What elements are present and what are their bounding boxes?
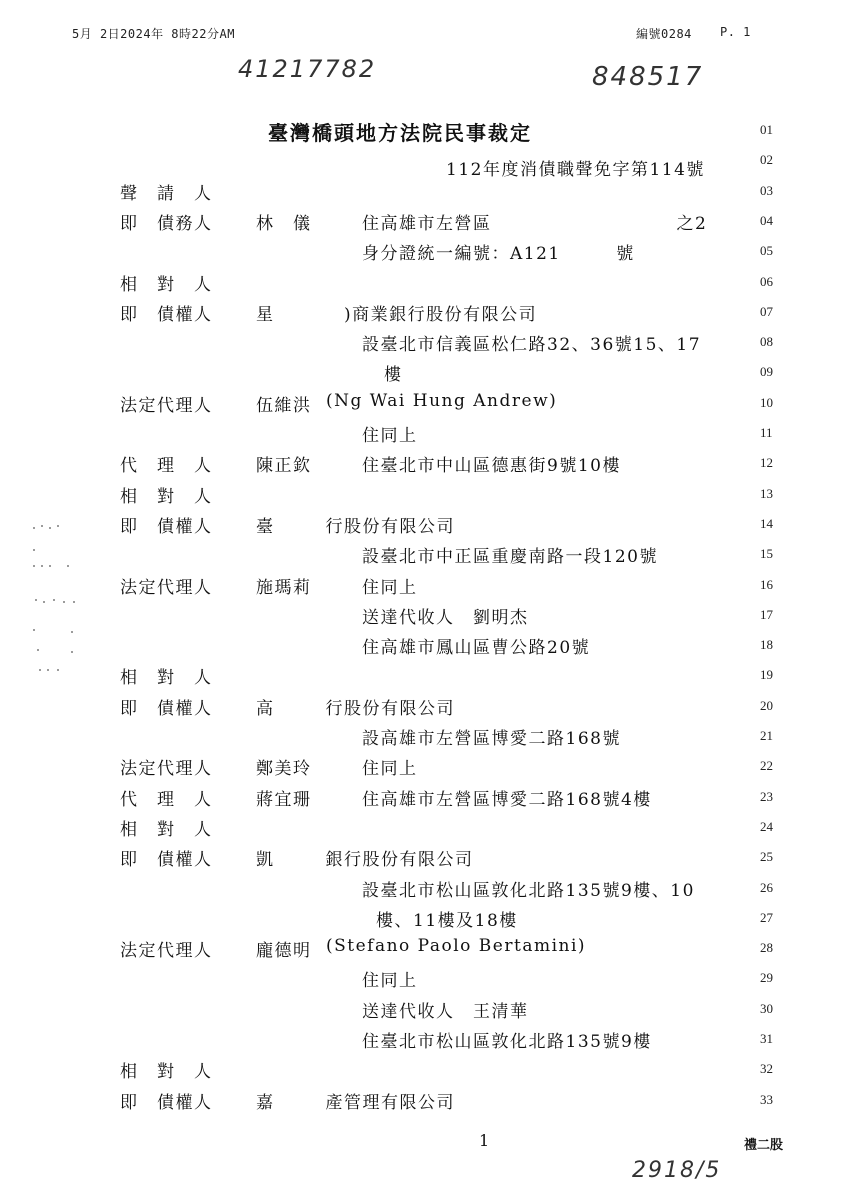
scan-specks bbox=[28, 520, 88, 690]
party-role-label: 法定代理人 bbox=[120, 395, 213, 416]
party-name: 伍維洪 bbox=[256, 395, 312, 416]
party-name: 龐德明 bbox=[256, 941, 312, 962]
fax-timestamp: 5月 2日2024年 8時22分AM bbox=[72, 27, 235, 41]
line-number: 30 bbox=[760, 1000, 773, 1016]
line-content: 住同上 bbox=[362, 577, 418, 598]
party-role-label: 即 債務人 bbox=[120, 213, 213, 234]
line-content: 住高雄市左營區博愛二路168號4樓 bbox=[362, 789, 652, 810]
line-number: 24 bbox=[760, 818, 773, 834]
line-content: 設臺北市信義區松仁路32、36號15、17 bbox=[362, 335, 702, 356]
line-number: 25 bbox=[760, 849, 773, 865]
party-role-label: 法定代理人 bbox=[120, 941, 213, 962]
line-number: 09 bbox=[760, 364, 773, 380]
line-content: 住高雄市鳳山區曹公路20號 bbox=[362, 638, 591, 659]
line-content: 身分證統一編號：A121 號 bbox=[362, 244, 635, 265]
line-number: 33 bbox=[760, 1091, 773, 1107]
party-role-label: 即 債權人 bbox=[120, 516, 213, 537]
line-content: 送達代收人 劉明杰 bbox=[362, 607, 529, 628]
fax-code: 編號0284 bbox=[636, 27, 692, 41]
line-number: 23 bbox=[760, 788, 773, 804]
line-content: 產管理有限公司 bbox=[270, 1092, 455, 1113]
line-number: 14 bbox=[760, 515, 773, 531]
party-role-label: 代 理 人 bbox=[120, 789, 213, 810]
line-number: 05 bbox=[760, 243, 773, 259]
line-number: 20 bbox=[760, 697, 773, 713]
party-name: 高 bbox=[256, 698, 275, 719]
line-content: 住同上 bbox=[362, 971, 418, 992]
line-content: 送達代收人 王清華 bbox=[362, 1001, 529, 1022]
line-content: 樓、11樓及18樓 bbox=[376, 910, 518, 931]
line-number: 10 bbox=[760, 394, 773, 410]
line-number: 28 bbox=[760, 940, 773, 956]
page-number: 1 bbox=[479, 1131, 490, 1150]
line-number: 02 bbox=[760, 152, 773, 168]
party-name: 凱 bbox=[256, 850, 275, 871]
line-content: 樓 bbox=[384, 365, 403, 386]
party-role-label: 法定代理人 bbox=[120, 577, 213, 598]
handwritten-number-left: 41217782 bbox=[238, 55, 377, 83]
line-number: 13 bbox=[760, 485, 773, 501]
line-content: (Stefano Paolo Bertamini) bbox=[326, 936, 587, 957]
line-number: 11 bbox=[760, 425, 773, 440]
line-number: 18 bbox=[760, 637, 773, 653]
party-name: 嘉 bbox=[256, 1092, 275, 1113]
line-number: 26 bbox=[760, 879, 773, 895]
party-name: 林 儀 bbox=[256, 213, 312, 234]
party-role-label: 相 對 人 bbox=[120, 668, 213, 689]
party-name: 蔣宜珊 bbox=[256, 789, 312, 810]
line-number: 27 bbox=[760, 909, 773, 925]
party-name: 鄭美玲 bbox=[256, 759, 312, 780]
line-number: 16 bbox=[760, 576, 773, 592]
line-number: 15 bbox=[760, 546, 773, 562]
line-content: 行股份有限公司 bbox=[270, 698, 455, 719]
line-number: 19 bbox=[760, 667, 773, 683]
fax-page: P. 1 bbox=[720, 25, 751, 39]
line-content: 住高雄市左營區 之2 bbox=[362, 213, 708, 234]
party-name: 星 bbox=[256, 304, 275, 325]
party-role-label: 相 對 人 bbox=[120, 819, 213, 840]
party-role-label: 即 債權人 bbox=[120, 850, 213, 871]
line-number: 17 bbox=[760, 606, 773, 622]
line-content: 銀行股份有限公司 bbox=[270, 850, 474, 871]
line-number: 22 bbox=[760, 758, 773, 774]
handwritten-number-right: 848517 bbox=[592, 62, 704, 92]
line-content: 住臺北市松山區敦化北路135號9樓 bbox=[362, 1032, 652, 1052]
party-role-label: 即 債權人 bbox=[120, 304, 213, 325]
party-role-label: 法定代理人 bbox=[120, 759, 213, 780]
party-name: 施瑪莉 bbox=[256, 577, 312, 598]
line-number: 12 bbox=[760, 455, 773, 471]
line-content: (Ng Wai Hung Andrew) bbox=[326, 390, 558, 411]
department-label: 禮二股 bbox=[744, 1138, 784, 1153]
line-number: 06 bbox=[760, 273, 773, 289]
line-content: )商業銀行股份有限公司 bbox=[270, 304, 538, 325]
party-role-label: 代 理 人 bbox=[120, 456, 213, 477]
line-content: 設高雄市左營區博愛二路168號 bbox=[362, 729, 621, 749]
handwritten-note-bottom: 2918/5 bbox=[632, 1158, 722, 1183]
party-role-label: 相 對 人 bbox=[120, 274, 213, 295]
line-number: 29 bbox=[760, 970, 773, 986]
line-content: 設臺北市松山區敦化北路135號9樓、10 bbox=[362, 880, 695, 901]
line-number: 01 bbox=[760, 122, 773, 137]
line-content: 住同上 bbox=[362, 426, 418, 446]
line-number: 32 bbox=[760, 1061, 773, 1077]
document-title: 臺灣橋頭地方法院民事裁定 bbox=[268, 121, 532, 145]
line-content: 住同上 bbox=[362, 759, 418, 780]
line-number: 31 bbox=[760, 1031, 773, 1046]
line-content: 行股份有限公司 bbox=[270, 516, 455, 537]
line-number: 03 bbox=[760, 182, 773, 198]
party-role-label: 相 對 人 bbox=[120, 1062, 213, 1083]
line-number: 08 bbox=[760, 334, 773, 350]
party-role-label: 聲 請 人 bbox=[120, 183, 213, 204]
party-name: 陳正欽 bbox=[256, 456, 312, 477]
line-number: 04 bbox=[760, 212, 773, 228]
party-role-label: 即 債權人 bbox=[120, 698, 213, 719]
line-number: 21 bbox=[760, 728, 773, 743]
line-content: 住臺北市中山區德惠街9號10樓 bbox=[362, 456, 621, 477]
line-number: 07 bbox=[760, 303, 773, 319]
case-number: 112年度消債職聲免字第114號 bbox=[446, 160, 705, 180]
party-name: 臺 bbox=[256, 516, 275, 537]
party-role-label: 相 對 人 bbox=[120, 486, 213, 507]
line-content: 設臺北市中正區重慶南路一段120號 bbox=[362, 547, 658, 568]
party-role-label: 即 債權人 bbox=[120, 1092, 213, 1113]
